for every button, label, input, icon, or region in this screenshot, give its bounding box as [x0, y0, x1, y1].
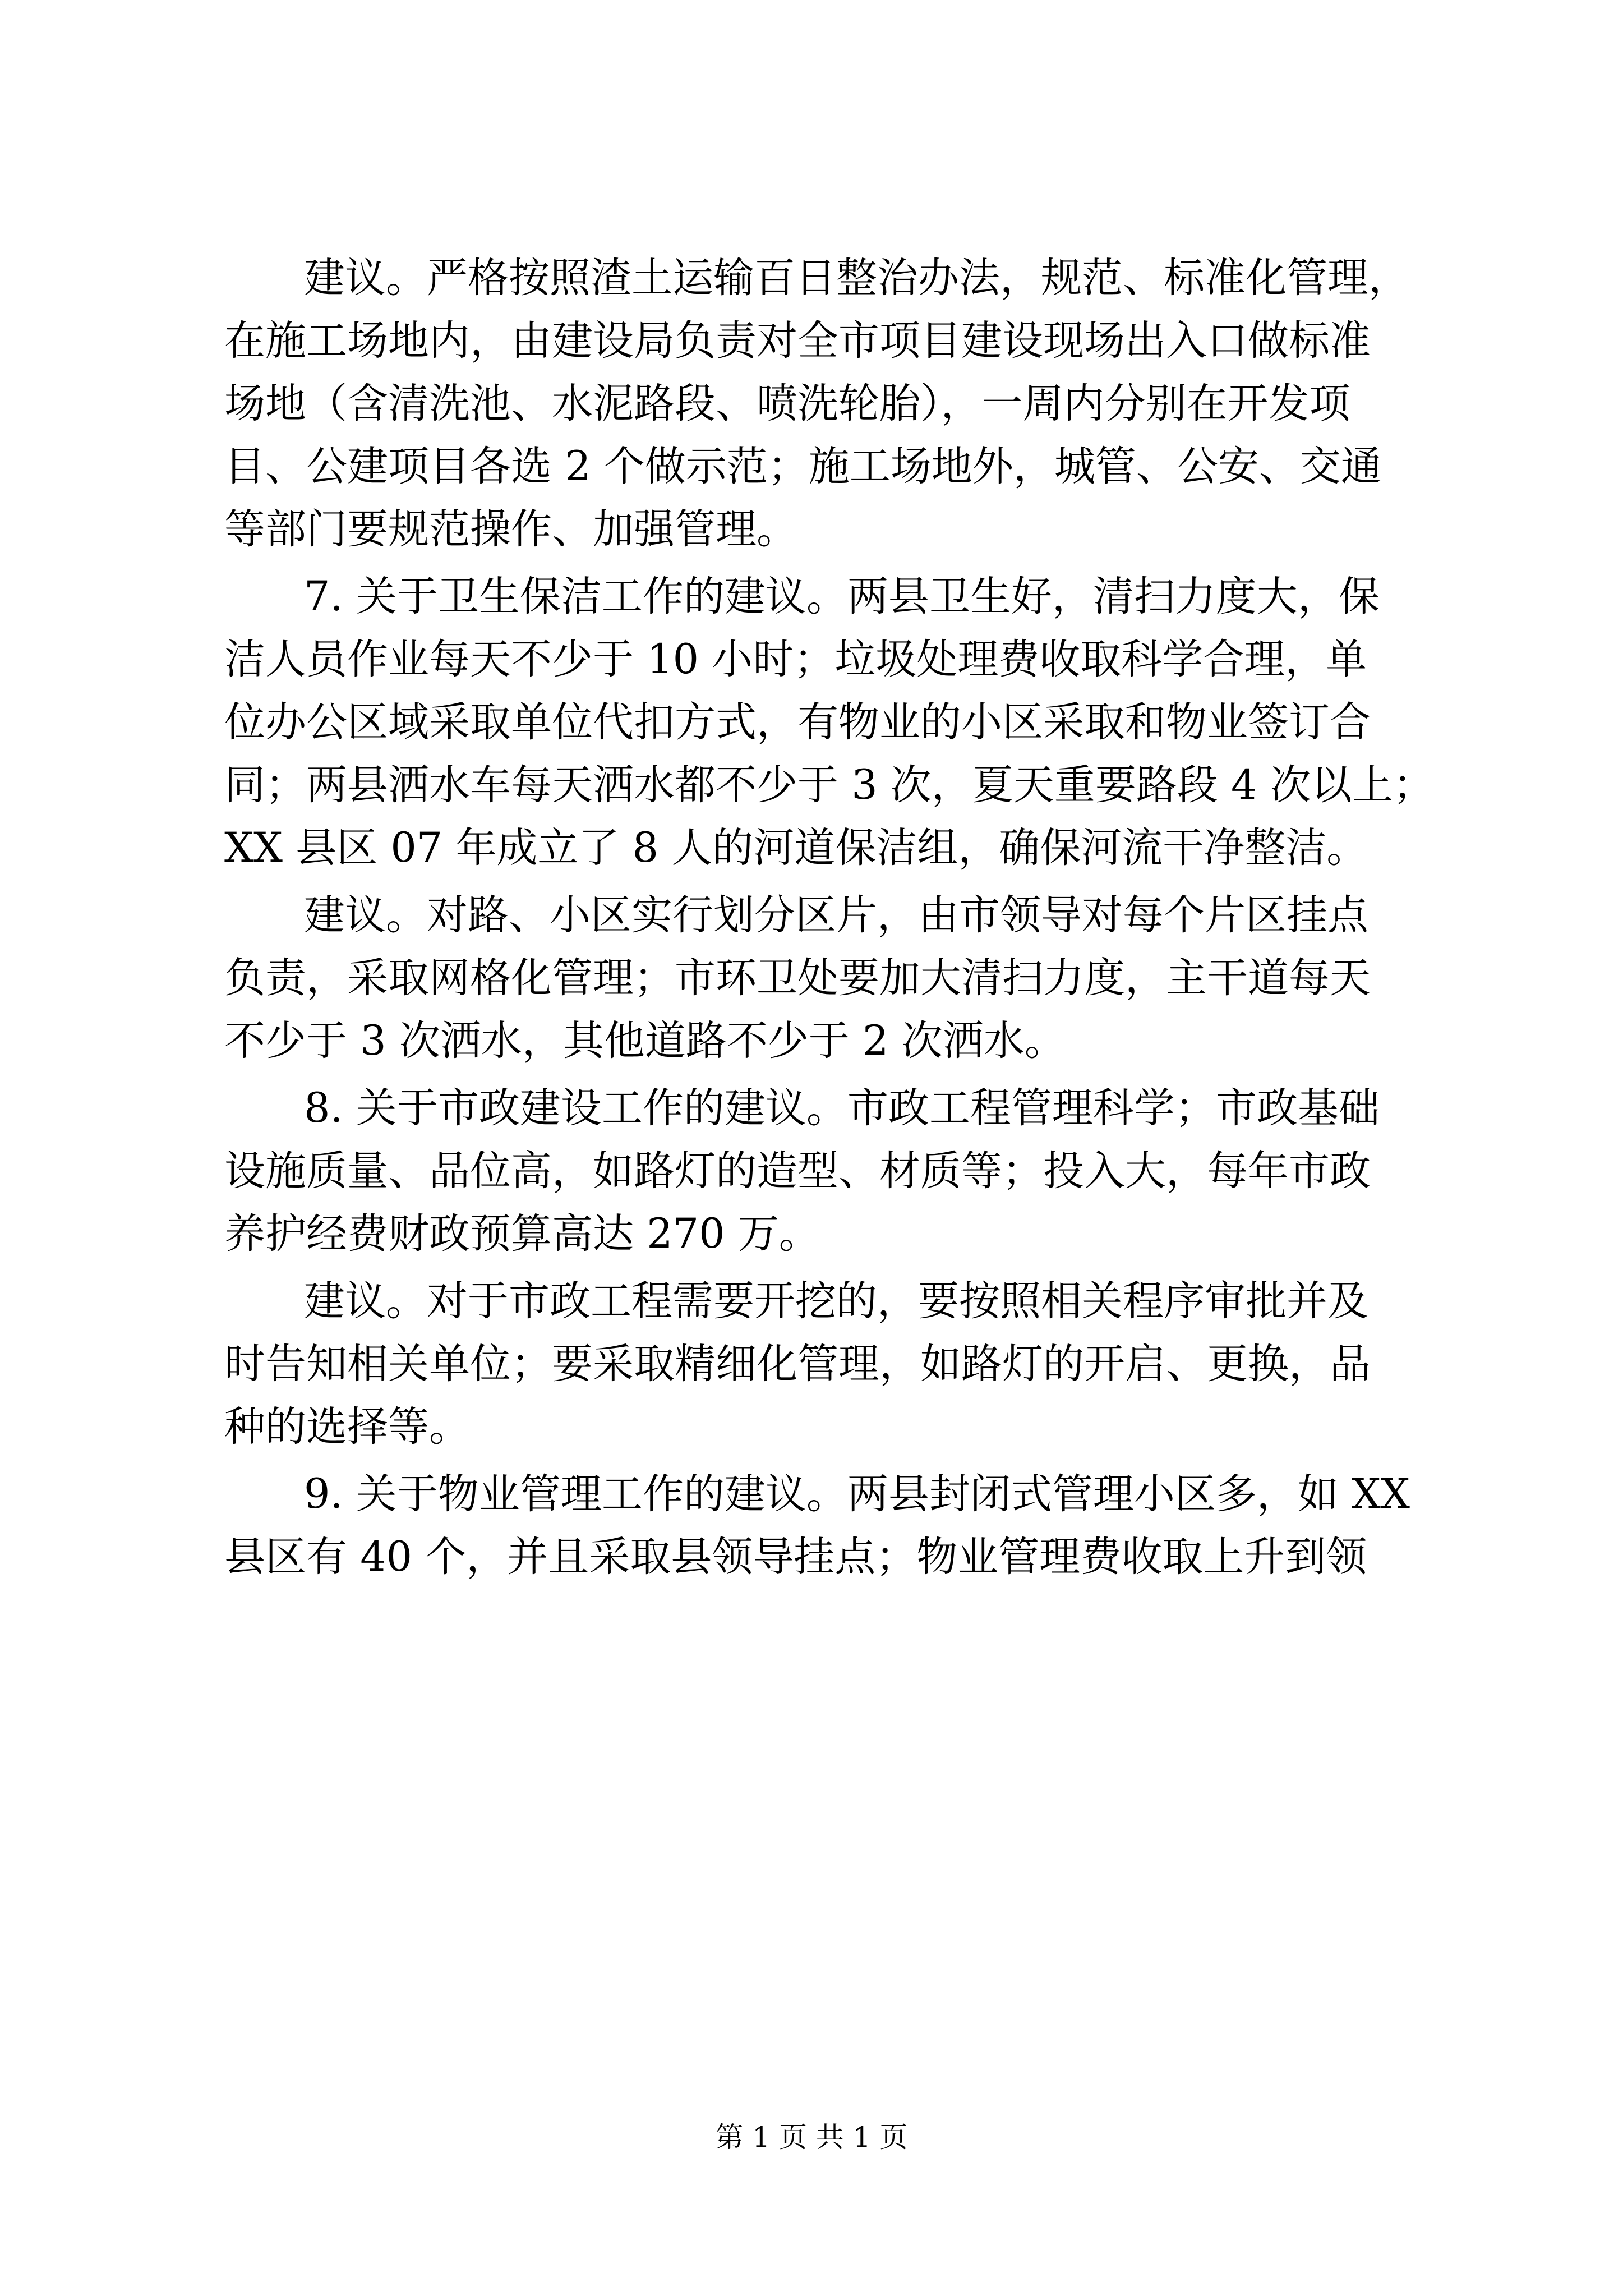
- paragraph-line: 位办公区域采取单位代扣方式，有物业的小区采取和物业签订合: [224, 698, 1371, 746]
- paragraph-line: 养护经费财政预算高达 270 万。: [224, 1210, 820, 1258]
- paragraph-first-line: 建议。对路、小区实行划分区片，由市领导对每个片区挂点: [304, 891, 1368, 939]
- paragraph-first-line: 建议。严格按照渣土运输百日整治办法，规范、标准化管理，: [304, 254, 1409, 302]
- document-body: [224, 247, 1434, 1589]
- page-footer: 第 1 页 共 1 页: [715, 2121, 908, 2154]
- paragraph-line: 在施工场地内，由建设局负责对全市项目建设现场出入口做标准: [224, 317, 1371, 365]
- paragraph-first-line: 建议。对于市政工程需要开挖的，要按照相关程序审批并及: [304, 1277, 1368, 1325]
- paragraph-line: 目、公建项目各选 2 个做示范；施工场地外，城管、公安、交通: [224, 443, 1382, 490]
- paragraph-line: 同；两县洒水车每天洒水都不少于 3 次，夏天重要路段 4 次以上；: [224, 761, 1434, 809]
- paragraph-line: 设施质量、品位高，如路灯的造型、材质等；投入大，每年市政: [224, 1147, 1371, 1195]
- paragraph-line: XX 县区 07 年成立了 8 人的河道保洁组，确保河流干净整洁。: [224, 824, 1368, 872]
- paragraph-line: 负责，采取网格化管理；市环卫处要加大清扫力度，主干道每天: [224, 954, 1371, 1002]
- paragraph-line: 时告知相关单位；要采取精细化管理，如路灯的开启、更换，品: [224, 1340, 1371, 1388]
- paragraph-first-line: 9. 关于物业管理工作的建议。两县封闭式管理小区多，如 XX: [304, 1470, 1410, 1518]
- paragraph-line: 种的选择等。: [224, 1403, 470, 1451]
- paragraph-first-line: 8. 关于市政建设工作的建议。市政工程管理科学；市政基础: [304, 1084, 1380, 1132]
- paragraph-line: 县区有 40 个，并且采取县领导挂点；物业管理费收取上升到领: [224, 1533, 1367, 1581]
- paragraph-line: 不少于 3 次洒水，其他道路不少于 2 次洒水。: [224, 1017, 1066, 1065]
- paragraph-first-line: 7. 关于卫生保洁工作的建议。两县卫生好，清扫力度大，保: [304, 573, 1380, 620]
- paragraph-line: 洁人员作业每天不少于 10 小时；垃圾处理费收取科学合理，单: [224, 636, 1367, 683]
- paragraph-line: 等部门要规范操作、加强管理。: [224, 505, 797, 553]
- paragraph-line: 场地（含清洗池、水泥路段、喷洗轮胎），一周内分别在开发项: [224, 380, 1350, 427]
